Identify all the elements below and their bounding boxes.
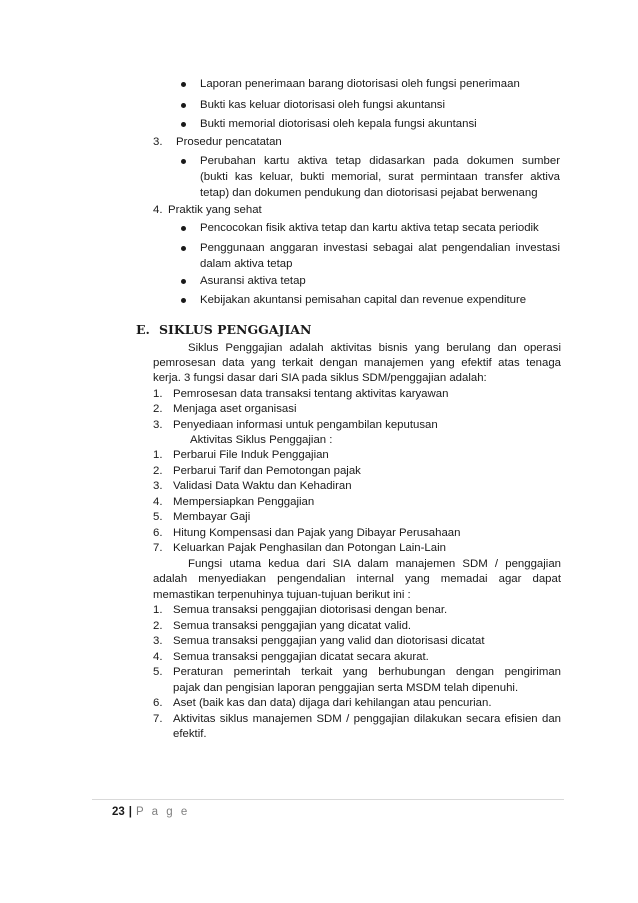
list-item: Semua transaksi penggajian yang dicatat valid. — [173, 620, 412, 632]
list-item: Peraturan pemerintah terkait yang berhubungan dengan pengiriman — [173, 666, 561, 678]
list-number: 1. — [153, 604, 163, 616]
bullet-text: Bukti kas keluar diotorisasi oleh fungsi akuntansi — [200, 99, 446, 111]
bullet-text: Penggunaan anggaran investasi sebagai alat pengendalian investasi — [200, 242, 560, 254]
list-item: Aktivitas siklus manajemen SDM / penggajian dilakukan secara efisien dan — [173, 713, 561, 725]
list-number: 6. — [153, 697, 163, 709]
paragraph-line: adalah menyediakan pengendalian internal yang memadai agar dapat — [153, 573, 561, 585]
page-label: P a g e — [136, 806, 190, 818]
bullet-text: Bukti memorial diotorisasi oleh kepala fungsi akuntansi — [200, 118, 477, 130]
paragraph-line: memastikan terpenuhinya tujuan-tujuan berikut ini : — [153, 589, 411, 601]
bullet-text-cont: tetap) dan dokumen pendukung dan diotorisasi pejabat berwenang — [200, 187, 538, 199]
bullet-text-cont: dalam aktiva tetap — [200, 258, 293, 270]
list-number: 5. — [153, 511, 163, 523]
list-item: Menjaga aset organisasi — [173, 403, 297, 415]
list-number: 2. — [153, 403, 163, 415]
list-item-label: Prosedur pencatatan — [176, 136, 282, 148]
list-item: Hitung Kompensasi dan Pajak yang Dibayar Perusahaan — [173, 527, 461, 539]
list-number: 3. — [153, 419, 163, 431]
bullet-icon — [181, 246, 186, 251]
bullet-text: Laporan penerimaan barang diotorisasi oleh fungsi penerimaan — [200, 78, 520, 90]
list-number: 4. — [153, 204, 163, 216]
footer-divider — [92, 799, 564, 800]
paragraph-line: kerja. 3 fungsi dasar dari SIA pada siklus SDM/penggajian adalah: — [153, 372, 487, 384]
list-item: Semua transaksi penggajian diotorisasi dengan benar. — [173, 604, 448, 616]
bullet-icon — [181, 122, 186, 127]
list-item: Keluarkan Pajak Penghasilan dan Potongan Lain-Lain — [173, 542, 446, 554]
bullet-text-cont: (bukti kas keluar, bukti memorial, surat permintaan transfer aktiva — [200, 171, 560, 183]
section-title: SIKLUS PENGGAJIAN — [159, 322, 312, 337]
bullet-icon — [181, 159, 186, 164]
list-item-label: Praktik yang sehat — [168, 204, 262, 216]
bullet-text: Perubahan kartu aktiva tetap didasarkan pada dokumen sumber — [200, 155, 560, 167]
bullet-icon — [181, 82, 186, 87]
bullet-icon — [181, 226, 186, 231]
bullet-icon — [181, 298, 186, 303]
list-number: 7. — [153, 542, 163, 554]
paragraph-line: pemrosesan data yang terkait dengan manajemen yang efektif atas tenaga — [153, 357, 561, 369]
bullet-text: Kebijakan akuntansi pemisahan capital dan revenue expenditure — [200, 294, 527, 306]
list-item-cont: efektif. — [173, 728, 207, 740]
list-item: Validasi Data Waktu dan Kehadiran — [173, 480, 352, 492]
bullet-icon — [181, 103, 186, 108]
list-item: Mempersiapkan Penggajian — [173, 496, 315, 508]
list-item: Semua transaksi penggajian dicatat secara akurat. — [173, 651, 429, 663]
list-item: Perbarui Tarif dan Pemotongan pajak — [173, 465, 361, 477]
list-number: 2. — [153, 620, 163, 632]
list-number: 1. — [153, 388, 163, 400]
list-number: 1. — [153, 449, 163, 461]
list-item: Membayar Gaji — [173, 511, 251, 523]
list-number: 3. — [153, 480, 163, 492]
list-number: 3. — [153, 635, 163, 647]
list-item: Aset (baik kas dan data) dijaga dari kehilangan atau pencurian. — [173, 697, 492, 709]
list-item: Penyediaan informasi untuk pengambilan keputusan — [173, 419, 438, 431]
list-item: Semua transaksi penggajian yang valid dan diotorisasi dicatat — [173, 635, 485, 647]
paragraph-line: Siklus Penggajian adalah aktivitas bisnis yang berulang dan operasi — [188, 342, 561, 354]
bullet-icon — [181, 279, 186, 284]
list-number: 2. — [153, 465, 163, 477]
list-number: 4. — [153, 496, 163, 508]
list-number: 7. — [153, 713, 163, 725]
list-number: 6. — [153, 527, 163, 539]
list-item-cont: pajak dan pengisian laporan penggajian serta MSDM telah dipenuhi. — [173, 682, 519, 694]
page-number: 23 — [112, 806, 125, 818]
bullet-text: Asuransi aktiva tetap — [200, 275, 306, 287]
page-footer — [112, 805, 190, 820]
footer-separator: | — [128, 806, 133, 818]
paragraph-line: Fungsi utama kedua dari SIA dalam manajemen SDM / penggajian — [188, 558, 561, 570]
list-number: 5. — [153, 666, 163, 678]
list-item: Perbarui File Induk Penggajian — [173, 449, 329, 461]
subheading: Aktivitas Siklus Penggajian : — [190, 434, 333, 446]
bullet-text: Pencocokan fisik aktiva tetap dan kartu aktiva tetap secata periodik — [200, 222, 539, 234]
list-number: 4. — [153, 651, 163, 663]
list-item: Pemrosesan data transaksi tentang aktivitas karyawan — [173, 388, 449, 400]
section-letter: E. — [136, 322, 150, 337]
list-number: 3. — [153, 136, 163, 148]
